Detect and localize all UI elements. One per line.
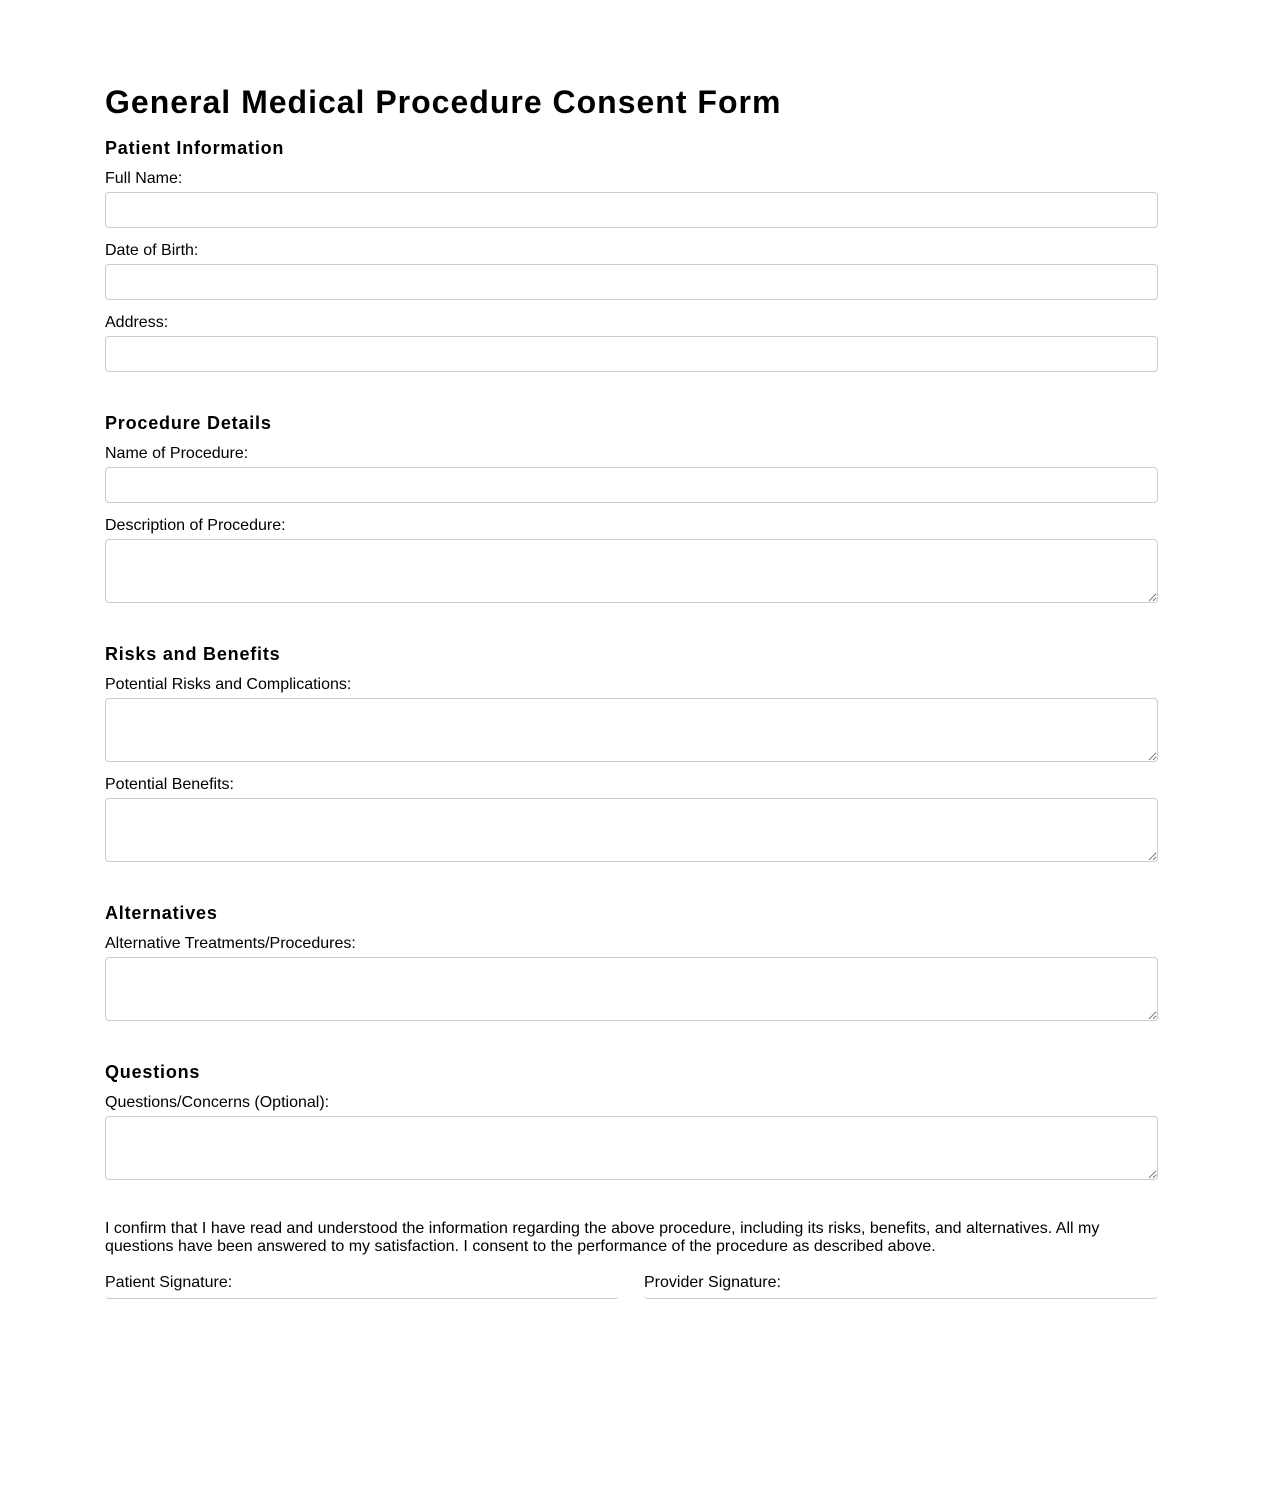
alternatives-label: Alternative Treatments/Procedures:: [105, 935, 356, 952]
page-title: General Medical Procedure Consent Form: [105, 84, 782, 120]
section-heading-patient-information: Patient Information: [105, 138, 285, 158]
provider-signature-label: Provider Signature:: [644, 1274, 781, 1291]
address-input[interactable]: [105, 336, 1158, 372]
section-heading-alternatives: Alternatives: [105, 903, 218, 923]
alternatives-textarea[interactable]: [105, 957, 1158, 1021]
section-heading-procedure-details: Procedure Details: [105, 413, 272, 433]
questions-label: Questions/Concerns (Optional):: [105, 1094, 330, 1111]
full-name-input[interactable]: [105, 192, 1158, 228]
procedure-name-input[interactable]: [105, 467, 1158, 503]
section-heading-questions: Questions: [105, 1062, 201, 1082]
patient-signature-input[interactable]: [105, 1291, 619, 1299]
risks-label: Potential Risks and Complications:: [105, 676, 352, 693]
address-label: Address:: [105, 314, 169, 331]
benefits-label: Potential Benefits:: [105, 776, 234, 793]
section-heading-risks-and-benefits: Risks and Benefits: [105, 644, 281, 664]
patient-signature-label: Patient Signature:: [105, 1274, 233, 1291]
procedure-description-label: Description of Procedure:: [105, 517, 286, 534]
full-name-label: Full Name:: [105, 170, 183, 187]
date-of-birth-input[interactable]: [105, 264, 1158, 300]
procedure-name-label: Name of Procedure:: [105, 445, 249, 462]
date-of-birth-label: Date of Birth:: [105, 242, 199, 259]
procedure-description-textarea[interactable]: [105, 539, 1158, 603]
provider-signature-input[interactable]: [644, 1291, 1158, 1299]
risks-textarea[interactable]: [105, 698, 1158, 762]
benefits-textarea[interactable]: [105, 798, 1158, 862]
consent-statement: I confirm that I have read and understood the information regarding the above procedure, including its risks, benefits, and alternatives. All my questions have been answered to my satisfaction. I consent to the performance of the procedure as described above.: [105, 1220, 1100, 1255]
questions-textarea[interactable]: [105, 1116, 1158, 1180]
